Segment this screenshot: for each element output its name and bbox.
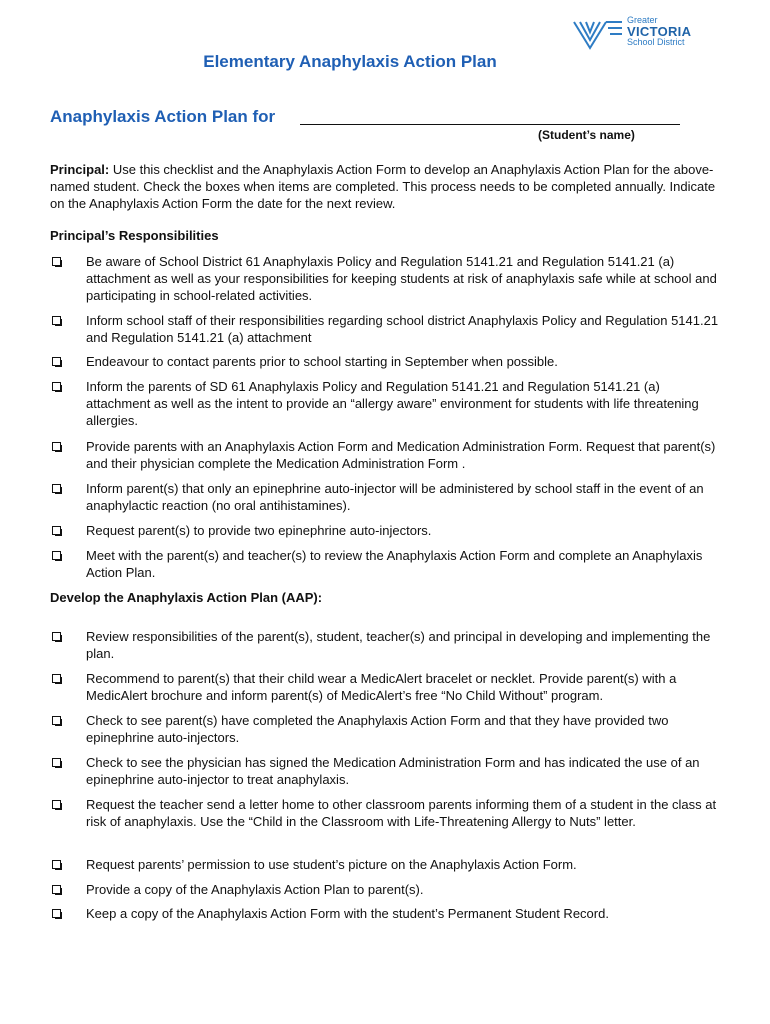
checklist-item-text: Provide parents with an Anaphylaxis Action Form and Medication Administration Form. Request that parent(s) and their physician complete the Medication Administration Form . (86, 439, 716, 471)
checklist-item-text: Review responsibilities of the parent(s), student, teacher(s) and principal in developing and implementing the plan. (86, 629, 711, 661)
checklist-item-text: Check to see parent(s) have completed the Anaphylaxis Action Form and that they have provided two epinephrine auto-injectors. (86, 713, 669, 745)
plan-for-label: Anaphylaxis Action Plan for (50, 107, 276, 126)
checkbox[interactable] (52, 885, 61, 894)
checkbox[interactable] (52, 800, 61, 809)
checklist-item-text: Inform parent(s) that only an epinephrine auto-injector will be administered by school staff in the event of an anaphylactic reaction (no oral antihistamines). (86, 481, 704, 513)
checklist-item-text: Endeavour to contact parents prior to school starting in September when possible. (86, 354, 558, 369)
checkbox[interactable] (52, 909, 61, 918)
checkbox[interactable] (52, 382, 61, 391)
intro-text: Use this checklist and the Anaphylaxis Action Form to develop an Anaphylaxis Action Plan for the above-named student. Check the boxes when items are completed. This process needs to be completed annually. Indicate on the Anaphylaxis Action Form the date for the next review. (50, 162, 716, 211)
logo-line-2: VICTORIA (627, 24, 692, 39)
checkbox[interactable] (52, 860, 61, 869)
logo-line-3: School District (627, 37, 685, 47)
checkbox[interactable] (52, 716, 61, 725)
checkbox[interactable] (52, 257, 61, 266)
document-title: Elementary Anaphylaxis Action Plan (203, 52, 497, 71)
checkbox[interactable] (52, 526, 61, 535)
checklist-item-text: Inform the parents of SD 61 Anaphylaxis Policy and Regulation 5141.21 and Regulation 5141.21 (a) attachment as well as the intent to provide an “allergy aware” environment for students with life threatening allergies. (86, 379, 699, 428)
develop-heading: Develop the Anaphylaxis Action Plan (AAP): (50, 590, 323, 605)
checklist-item-text: Keep a copy of the Anaphylaxis Action Form with the student’s Permanent Student Record. (86, 906, 609, 921)
intro-paragraph (50, 161, 730, 212)
checkbox[interactable] (52, 442, 61, 451)
checkbox[interactable] (52, 316, 61, 325)
checklist-item-text: Request the teacher send a letter home to other classroom parents informing them of a student in the class at risk of anaphylaxis. Use the “Child in the Classroom with Life-Threatening Allergy to Nuts” letter. (86, 797, 717, 829)
intro-lead: Principal: (50, 162, 110, 177)
checkbox[interactable] (52, 674, 61, 683)
checklist-item-text: Request parent(s) to provide two epinephrine auto-injectors. (86, 523, 432, 538)
checkbox[interactable] (52, 357, 61, 366)
logo-line-1: Greater (627, 15, 658, 25)
checklist-item-text: Meet with the parent(s) and teacher(s) to review the Anaphylaxis Action Form and complete an Anaphylaxis Action Plan. (86, 548, 703, 580)
checkbox[interactable] (52, 551, 61, 560)
checklist-item-text: Inform school staff of their responsibilities regarding school district Anaphylaxis Policy and Regulation 5141.21 and Regulation 5141.21 (a) attachment (86, 313, 719, 345)
checkbox[interactable] (52, 758, 61, 767)
checklist-item-text: Recommend to parent(s) that their child wear a MedicAlert bracelet or necklet. Provide parent(s) with a MedicAlert brochure and inform parent(s) of MedicAlert’s free “No Child Without” program. (86, 671, 677, 703)
student-name-caption: (Student’s name) (538, 128, 635, 142)
checklist-item-text: Provide a copy of the Anaphylaxis Action Plan to parent(s). (86, 882, 424, 897)
checklist-item-text: Request parents’ permission to use student’s picture on the Anaphylaxis Action Form. (86, 857, 577, 872)
checklist-item-text: Be aware of School District 61 Anaphylaxis Policy and Regulation 5141.21 and Regulation 5141.21 (a) attachment as well as your responsibilities for keeping students at risk of anaphylaxis safe while at school and participating in school-related activities. (86, 254, 717, 303)
student-name-field[interactable] (300, 124, 680, 125)
checklist-item-text: Check to see the physician has signed the Medication Administration Form and has indicated the use of an epinephrine auto-injector to treat anaphylaxis. (86, 755, 700, 787)
responsibilities-heading: Principal’s Responsibilities (50, 228, 219, 243)
checkbox[interactable] (52, 632, 61, 641)
logo-text (627, 16, 691, 47)
checkbox[interactable] (52, 484, 61, 493)
